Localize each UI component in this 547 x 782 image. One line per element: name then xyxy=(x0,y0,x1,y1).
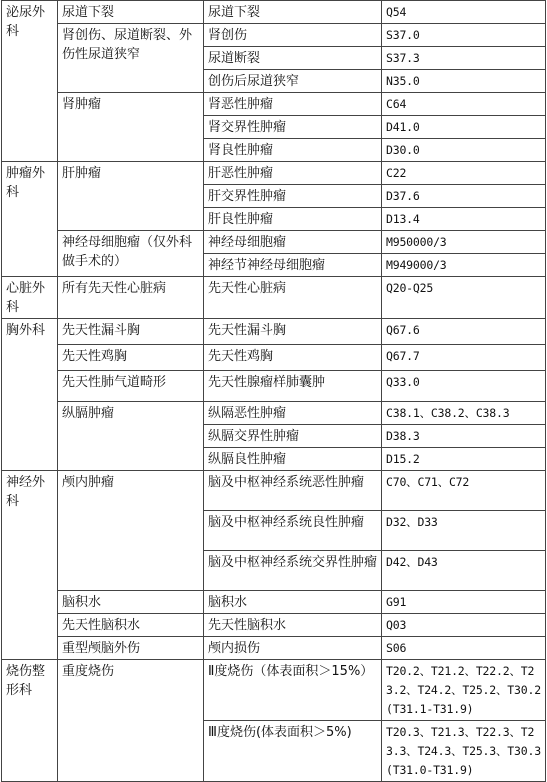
diagnosis-cell: 纵膈交界性肿瘤 xyxy=(204,425,382,448)
code-cell: C64 xyxy=(382,93,546,116)
disease-cell: 尿道下裂 xyxy=(58,1,204,24)
diagnosis-cell: 肾良性肿瘤 xyxy=(204,139,382,162)
code-cell: Q67.7 xyxy=(382,345,546,371)
disease-cell: 重型颅脑外伤 xyxy=(58,637,204,660)
diagnosis-cell: 颅内损伤 xyxy=(204,637,382,660)
diagnosis-cell: 尿道下裂 xyxy=(204,1,382,24)
diagnosis-cell: 先天性腺瘤样肺囊肿 xyxy=(204,371,382,402)
disease-cell: 颅内肿瘤 xyxy=(58,471,204,591)
code-cell: C70、C71、C72 xyxy=(382,471,546,511)
disease-cell: 纵膈肿瘤 xyxy=(58,402,204,471)
disease-cell: 先天性肺气道畸形 xyxy=(58,371,204,402)
table-row xyxy=(2,614,546,637)
code-cell: D30.0 xyxy=(382,139,546,162)
disease-cell: 肾创伤、尿道断裂、外伤性尿道狭窄 xyxy=(58,24,204,93)
table-row xyxy=(2,162,546,185)
diagnosis-cell: 神经母细胞瘤 xyxy=(204,231,382,254)
table-row xyxy=(2,231,546,254)
dept-cell: 烧伤整形科 xyxy=(2,660,58,782)
disease-cell: 神经母细胞瘤（仅外科做手术的） xyxy=(58,231,204,277)
disease-cell: 先天性脑积水 xyxy=(58,614,204,637)
table-row xyxy=(2,471,546,511)
diagnosis-cell: 肾交界性肿瘤 xyxy=(204,116,382,139)
code-cell: Q03 xyxy=(382,614,546,637)
disease-cell: 肝肿瘤 xyxy=(58,162,204,231)
diagnosis-cell: 先天性漏斗胸 xyxy=(204,319,382,345)
code-cell: Q20-Q25 xyxy=(382,277,546,319)
table-row xyxy=(2,277,546,319)
disease-cell: 先天性漏斗胸 xyxy=(58,319,204,345)
code-cell: D15.2 xyxy=(382,448,546,471)
diagnosis-cell: 纵隔恶性肿瘤 xyxy=(204,402,382,425)
code-cell: Q67.6 xyxy=(382,319,546,345)
diagnosis-cell: 神经节神经母细胞瘤 xyxy=(204,254,382,277)
dept-cell: 心脏外科 xyxy=(2,277,58,319)
code-cell: N35.0 xyxy=(382,70,546,93)
diagnosis-cell: 先天性心脏病 xyxy=(204,277,382,319)
table-row xyxy=(2,591,546,614)
code-cell: T20.2、T21.2、T22.2、T23.2、T24.2、T25.2、T30.2(T31.1-T31.9) xyxy=(382,660,546,721)
code-cell: M950000/3 xyxy=(382,231,546,254)
diagnosis-cell: 肝良性肿瘤 xyxy=(204,208,382,231)
diagnosis-cell: 先天性脑积水 xyxy=(204,614,382,637)
dept-cell: 神经外科 xyxy=(2,471,58,660)
disease-cell: 脑积水 xyxy=(58,591,204,614)
diagnosis-cell: Ⅱ度烧伤（体表面积＞15%） xyxy=(204,660,382,721)
table-row xyxy=(2,345,546,371)
table-row xyxy=(2,93,546,116)
code-cell: D32、D33 xyxy=(382,511,546,551)
disease-cell: 所有先天性心脏病 xyxy=(58,277,204,319)
table-row xyxy=(2,660,546,721)
table-row xyxy=(2,371,546,402)
dept-cell: 胸外科 xyxy=(2,319,58,471)
code-cell: T20.3、T21.3、T22.3、T23.3、T24.3、T25.3、T30.3(T31.0-T31.9) xyxy=(382,721,546,782)
table-row xyxy=(2,319,546,345)
table-row xyxy=(2,402,546,425)
icd-code-table xyxy=(1,0,546,782)
code-cell: G91 xyxy=(382,591,546,614)
dept-cell: 泌尿外科 xyxy=(2,1,58,162)
code-cell: D41.0 xyxy=(382,116,546,139)
diagnosis-cell: 尿道断裂 xyxy=(204,47,382,70)
diagnosis-cell: 肾恶性肿瘤 xyxy=(204,93,382,116)
diagnosis-cell: 创伤后尿道狭窄 xyxy=(204,70,382,93)
diagnosis-cell: 脑及中枢神经系统交界性肿瘤 xyxy=(204,551,382,591)
code-cell: D42、D43 xyxy=(382,551,546,591)
table-row xyxy=(2,1,546,24)
diagnosis-cell: 纵膈良性肿瘤 xyxy=(204,448,382,471)
diagnosis-cell: 脑积水 xyxy=(204,591,382,614)
table-row xyxy=(2,637,546,660)
code-cell: C22 xyxy=(382,162,546,185)
code-cell: C38.1、C38.2、C38.3 xyxy=(382,402,546,425)
diagnosis-cell: 脑及中枢神经系统恶性肿瘤 xyxy=(204,471,382,511)
code-cell: D38.3 xyxy=(382,425,546,448)
diagnosis-cell: 肝恶性肿瘤 xyxy=(204,162,382,185)
diagnosis-cell: 肾创伤 xyxy=(204,24,382,47)
code-cell: S37.0 xyxy=(382,24,546,47)
diagnosis-cell: 先天性鸡胸 xyxy=(204,345,382,371)
code-cell: S37.3 xyxy=(382,47,546,70)
code-cell: M949000/3 xyxy=(382,254,546,277)
diagnosis-cell: 肝交界性肿瘤 xyxy=(204,185,382,208)
diagnosis-cell: 脑及中枢神经系统良性肿瘤 xyxy=(204,511,382,551)
code-cell: D37.6 xyxy=(382,185,546,208)
code-cell: D13.4 xyxy=(382,208,546,231)
code-cell: Q54 xyxy=(382,1,546,24)
disease-cell: 先天性鸡胸 xyxy=(58,345,204,371)
disease-cell: 重度烧伤 xyxy=(58,660,204,782)
code-cell: S06 xyxy=(382,637,546,660)
diagnosis-cell: Ⅲ度烧伤(体表面积＞5%) xyxy=(204,721,382,782)
disease-cell: 肾肿瘤 xyxy=(58,93,204,162)
dept-cell: 肿瘤外科 xyxy=(2,162,58,277)
code-cell: Q33.0 xyxy=(382,371,546,402)
table-row xyxy=(2,24,546,47)
